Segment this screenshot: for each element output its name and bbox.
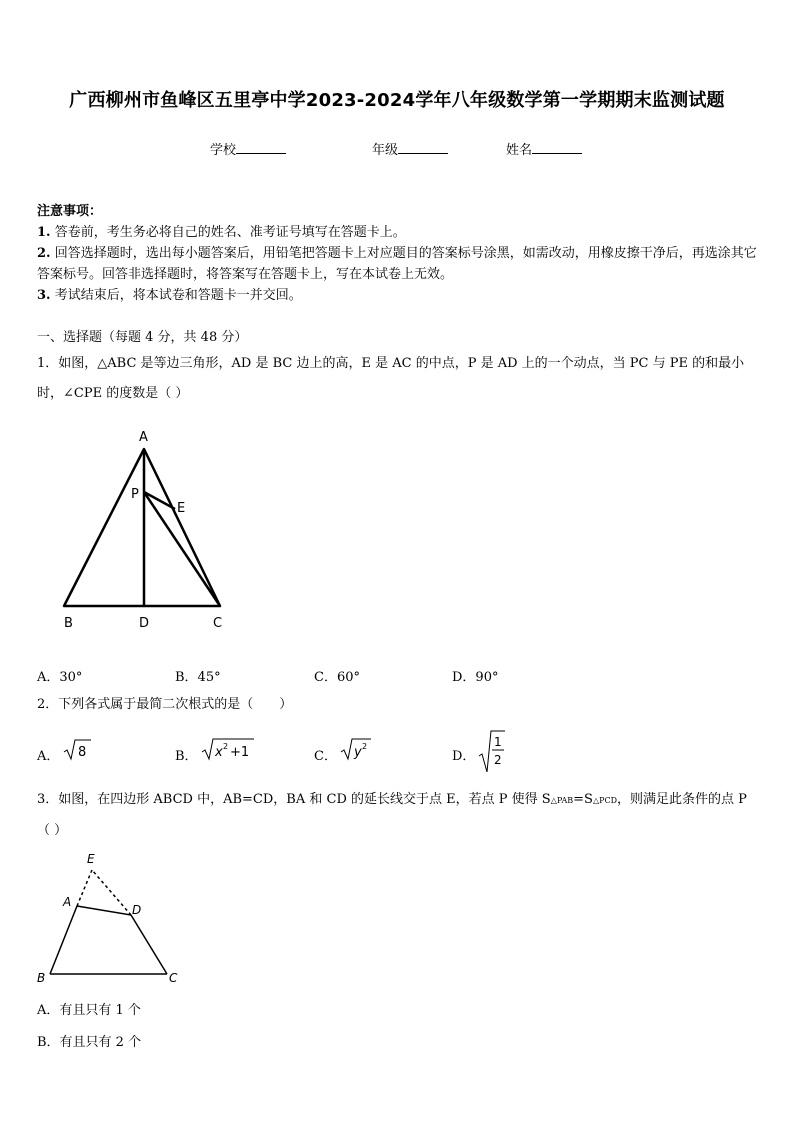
grade-field: [372, 139, 448, 158]
note-num: 1.: [37, 225, 51, 240]
note-num: 2.: [37, 246, 51, 261]
grade-blank: [398, 141, 448, 154]
note-item: [37, 222, 759, 243]
q3-paren: （ ）: [37, 823, 68, 838]
name-blank: [532, 141, 582, 154]
q3-text-main: 如图，在四边形 ABCD 中，AB=CD，BA 和 CD 的延长线交于点 E，若点 P 使得 S: [58, 792, 551, 807]
option-letter: B．: [175, 749, 198, 764]
radicand-exp: 2: [223, 742, 229, 751]
q3-number: 3．: [37, 792, 59, 807]
q3-sub-pcd: △PCD: [592, 796, 618, 805]
fraction-denominator: 2: [494, 753, 502, 767]
label-b: B: [64, 616, 73, 631]
radicand-rest: +1: [230, 745, 250, 760]
grade-label: 年级: [372, 143, 399, 158]
label-a: A: [63, 895, 72, 909]
label-e: E: [87, 852, 95, 866]
radicand-base: y: [354, 745, 362, 760]
q3-eq: =S: [573, 792, 593, 807]
q1-option-d: D．90°: [452, 670, 499, 685]
extension-de: [92, 870, 131, 915]
label-e: E: [177, 501, 186, 516]
q1-figure: [55, 425, 235, 635]
notes-block: [37, 201, 759, 306]
q1-number: 1．: [37, 356, 59, 371]
segment-ab: [50, 906, 77, 974]
q3-option-a: A．有且只有 1 个: [37, 1003, 141, 1018]
q2-a-radical: [62, 737, 92, 763]
q2-number: 2．: [37, 697, 59, 712]
q3-sub-pab: △PAB: [550, 796, 574, 805]
fraction-numerator: 1: [494, 735, 502, 749]
q2-c-radical: [339, 735, 373, 763]
q1-option-b: B．45°: [175, 670, 221, 685]
q2-text: 下列各式属于最简二次根式的是（ ）: [58, 697, 293, 712]
label-a: A: [139, 430, 148, 445]
note-num: 3.: [37, 288, 51, 303]
q2-option-c: [314, 745, 337, 764]
q2-option-d: [452, 745, 475, 764]
note-text: 回答选择题时，选出每小题答案后，用铅笔把答题卡上对应题目的答案标号涂黑，如需改动，用橡皮擦干净后，再选涂其它答案标号。回答非选择题时，将答案写在答题卡上，写在本试卷上无效。: [37, 246, 757, 282]
name-label: 姓名: [506, 143, 533, 158]
segment-ad: [77, 906, 131, 915]
school-label: 学校: [210, 143, 237, 158]
label-d: D: [132, 903, 142, 917]
q2-option-b: [175, 745, 198, 764]
segment-cd: [131, 915, 167, 974]
q1-option-c: C．60°: [314, 670, 360, 685]
note-item: [37, 285, 759, 306]
page-title: 广西柳州市鱼峰区五里亭中学2023-2024学年八年级数学第一学期期末监测试题: [69, 90, 725, 111]
note-item: [37, 243, 759, 285]
school-blank: [236, 141, 286, 154]
section-heading: 一、选择题（每题 4 分，共 48 分）: [37, 330, 248, 345]
q2-d-radical: [477, 728, 507, 774]
option-letter: D．: [452, 749, 476, 764]
q1-option-a: A．30°: [37, 670, 83, 685]
note-text: 考试结束后，将本试卷和答题卡一并交回。: [54, 288, 302, 303]
label-c: C: [213, 616, 223, 631]
q2-b-radical: [200, 735, 256, 763]
extension-ae: [77, 870, 92, 906]
label-c: C: [169, 971, 178, 985]
radicand-base: x: [215, 745, 223, 760]
q3-figure: [33, 849, 193, 989]
notes-heading: 注意事项：: [37, 204, 103, 219]
label-p: P: [131, 487, 139, 502]
school-field: [210, 139, 286, 158]
question-1: [37, 349, 759, 409]
note-text: 答卷前，考生务必将自己的姓名、准考证号填写在答题卡上。: [54, 225, 406, 240]
name-field: [506, 139, 582, 158]
triangle-abc: [64, 449, 220, 606]
radicand: 8: [78, 745, 87, 760]
q3-text-tail: ，则满足此条件的点 P: [617, 792, 747, 807]
label-d: D: [139, 616, 150, 631]
label-b: B: [37, 971, 46, 985]
option-letter: A．: [37, 749, 60, 764]
question-2: [37, 690, 759, 720]
q1-text: 如图，△ABC 是等边三角形，AD 是 BC 边上的高，E 是 AC 的中点，P 是 AD 上的一个动点，当 PC 与 PE 的和最小时，∠CPE 的度数是（ ）: [37, 356, 745, 401]
option-letter: C．: [314, 749, 337, 764]
q3-option-b: B．有且只有 2 个: [37, 1035, 142, 1050]
radicand-exp: 2: [362, 742, 368, 751]
q2-option-a: [37, 745, 59, 764]
question-3: [37, 785, 759, 846]
